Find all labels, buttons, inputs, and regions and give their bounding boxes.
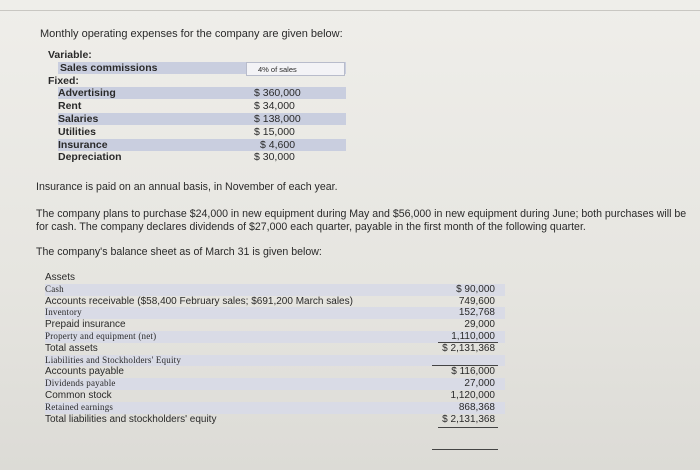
assets-heading-row (45, 272, 505, 284)
total-row (45, 414, 505, 426)
table-row (45, 331, 505, 343)
row-value: 27,000 (464, 378, 495, 390)
expense-label: Utilities (58, 125, 96, 138)
row-label: Cash (45, 283, 64, 294)
row-label: Retained earnings (45, 401, 114, 412)
expense-value: $ 138,000 (254, 112, 301, 125)
expense-label: Rent (58, 100, 82, 113)
expense-value: $ 4,600 (260, 138, 296, 151)
total-row (45, 343, 505, 355)
row-label: Property and equipment (net) (45, 330, 157, 341)
fixed-heading: Fixed: (48, 74, 79, 87)
row-value: 29,000 (464, 319, 495, 331)
insurance-note: Insurance is paid on an annual basis, in November of each year. (36, 181, 338, 193)
table-row (45, 402, 505, 414)
divider (0, 10, 700, 11)
liabilities-heading: Liabilities and Stockholders' Equity (45, 354, 182, 365)
row-value: $ 90,000 (456, 283, 495, 295)
expense-value: $ 30,000 (254, 151, 295, 164)
row-value: 1,120,000 (450, 389, 495, 401)
row-highlight (58, 113, 346, 125)
expense-value: $ 15,000 (254, 125, 295, 138)
row-label: Accounts payable (45, 366, 124, 378)
row-value: 868,368 (458, 401, 495, 413)
intro-text: Monthly operating expenses for the company are given below: (40, 28, 343, 40)
table-row (45, 296, 505, 308)
row-label: Common stock (45, 389, 112, 401)
assets-heading: Assets (45, 272, 76, 283)
row-label: Dividends payable (45, 378, 116, 389)
table-row (45, 378, 505, 390)
variable-heading: Variable: (48, 49, 92, 61)
expense-value: $ 34,000 (254, 100, 295, 113)
row-label: Accounts receivable ($58,400 February sales; $691,200 March sales) (45, 295, 353, 307)
row-label: Inventory (45, 307, 82, 318)
expense-label: Salaries (58, 112, 99, 125)
table-row (45, 307, 505, 319)
total-rule (432, 365, 498, 366)
expense-label: Sales commissions (60, 61, 158, 74)
expense-value: 4% of sales (258, 64, 297, 74)
row-value: $ 2,131,368 (442, 342, 495, 354)
purchase-note-line2: for cash. The company declares dividends of $27,000 each quarter, payable in the first month of the following quarter. (36, 221, 586, 233)
table-row (45, 284, 505, 296)
expense-label: Advertising (58, 87, 116, 100)
balance-sheet-intro: The company's balance sheet as of March 31 is given below: (36, 246, 322, 258)
row-value: $ 2,131,368 (442, 413, 495, 425)
table-row (45, 366, 505, 378)
balance-sheet (45, 272, 505, 425)
table-row (45, 390, 505, 402)
subtotal-rule (438, 427, 498, 428)
expense-label: Insurance (58, 138, 108, 151)
row-value: 1,110,000 (451, 330, 495, 342)
row-label: Total liabilities and stockholders' equity (45, 413, 217, 425)
expense-value: $ 360,000 (254, 87, 301, 100)
purchase-note-line1: The company plans to purchase $24,000 in new equipment during May and $56,000 in new equipment during June; both purchases will be (36, 208, 687, 220)
table-row (45, 319, 505, 331)
subtotal-rule (438, 342, 498, 343)
total-rule (432, 449, 498, 450)
row-value: $ 116,000 (451, 366, 495, 378)
row-value: 152,768 (458, 307, 495, 319)
expense-label: Depreciation (58, 151, 122, 164)
row-value: 749,600 (458, 295, 495, 307)
row-label: Prepaid insurance (45, 319, 126, 331)
row-label: Total assets (45, 342, 98, 354)
